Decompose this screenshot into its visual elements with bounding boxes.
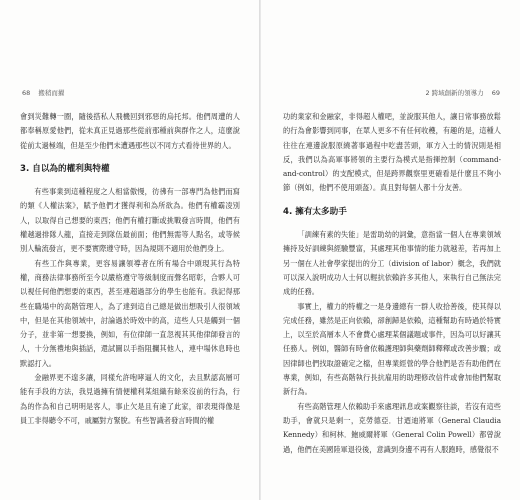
- left-running-head: [22, 88, 70, 97]
- section-heading: 3. 自以為的權利與特權: [20, 163, 110, 174]
- right-page-number: 69: [491, 89, 500, 97]
- paragraph: 有些工作與專業，更容易讓領導者在所有場合中頭現其行為特權，商務法律事務所至今以嚴格遵守等級制度而聲名昭彰，合夥人可以視任何他們想要的東西，甚至連超過部分的學生也能有。我記得那些在職場中的高階管理人，為了達到這自己總是做出想吸引人很領域中，但是在其他領域中，討論過於時效中的高，這些人只是觸到一個分子，並非第一想要換，例如，有位律師一直忽視其其他律師發言的人，十分無禮地與插話，還試圖以手指阻攔其他人，連中場休息時也默認打入。: [20, 258, 240, 368]
- section-heading: 4. 擁有太多助手: [283, 206, 347, 217]
- right-page: [261, 0, 520, 500]
- right-body-text: [283, 110, 501, 457]
- paragraph: 金融界更不遑多讓，同樣允許咆哮逼人的文化，去且默認高層可能有手段的方法，我見過擁有情便權利某組織有餘來沒前的行為，行為的作為和自己明明是客人，事止欠是且有違了此家，卻表現得像是員工非得聽令不可，戚屬對方緊脫。有些智識者發言時間的權: [20, 373, 240, 425]
- left-body-text: [20, 110, 240, 428]
- paragraph: 會到災難轉一圈，隨後搭私人飛機回到邪惡的烏托邦。他們周遭的人都奉稱原愛他們，從未真正見過那些從前那種前與群作之人，這麼說從前太過極端，但是至少他們未遭遇那些以不同方式看待世界的人。: [20, 112, 240, 150]
- paragraph: 功的業家和金融家，非得超人權吧，並說服其他人，讓日常事務放鬆的行為會影響到同事，在眾人更多不有任何收穫，有趣的是，這種人往往在連邊說服原繞著事過程中吃盡苦頭，軍方入士的情況則是相反，我們以為高軍事將領的主要行為模式是指揮控制（command-and-control）的支配模式，但是跨界觀察里更確看是什麼且不夠小節（例如，他們不使用頭盔）。真且對每個人都十分友善。: [283, 112, 501, 193]
- left-page-number: 68: [22, 89, 31, 97]
- left-running-head-title: 搬稍而擢: [38, 89, 65, 97]
- left-page: [0, 0, 259, 500]
- paragraph: 有些事業到這種程度之人相當傲慢，彷彿有一部專門為他們而寫的類《人權法案》，賦予他們才獲得利和為所欲為。他們有權霸凌別人，以取得自己想要的東西；他們有權打斷或挑戰發言時間，他們有權越過排隊人龍，直接走到隊伍最前面；他們無需等人點名，或等候別人輪流發言，更不要實際遵守時，因為規則不適用於他們身上。: [20, 187, 240, 254]
- paragraph: 「訓練有素的失能」是雷助幼的詞彙，意指當一個人在專業領域擁持及好訓練與經驗豐富，其處理其他事情的能力就越差，若再加上另一個在人社會學家提出的分工（division of labor）概念，我們就可以深入說明成功人士何以輕抗依賴許多其他人，來執行自己無法完成的任務。: [283, 230, 501, 297]
- right-running-head-title: 2 跨域創新的領導力: [425, 89, 484, 97]
- right-running-head: [425, 88, 500, 97]
- paragraph: 有些高階管理人依賴助手來處理訊息或案觀察往談，若沒有這些助手，會就只是剩一，克勞德亞．甘迺迪將軍（General Claudia Kennedy）和柯林．鮑威爾將軍（General Colin Powell）都曾說過，他們在美國陸軍退役後，意識到身邊不再有人服跑時，感覺很不: [283, 401, 501, 454]
- paragraph: 事實上，權力的特權之一是身邊總有一群人收拾善後，使其得以完成任務，雖然是正向依賴，卻創歸是依賴，這種幫助有時過於特實上，以至於高層本人不會費心處理某個議題或事件，因為可以好讓其任務人。例如，醫師有時會依賴護理師與藥劑師釋釋或改善步驟；或因律師也們找取證確定之檔，但專業經營的學合他們是否有助他們在專業，例如，有些高階執行長抗雇用的助理修改信件或會加他們幫取新行為。: [283, 301, 501, 397]
